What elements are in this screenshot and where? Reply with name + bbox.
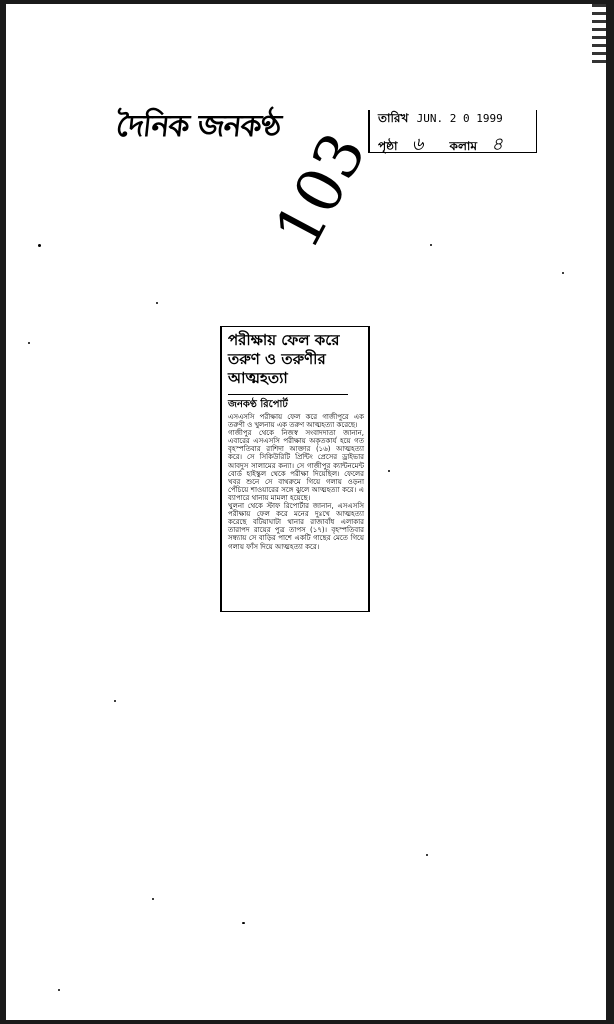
scan-speck [114,700,116,702]
stamp-page-label: পৃষ্ঠা [378,139,398,153]
clipping-body [228,413,364,551]
scan-speck [38,244,41,247]
clipping-headline: পরীক্ষায় ফেল করে তরুণ ও তরুণীর আত্মহত্যা [228,331,340,387]
headline-rule [228,394,348,395]
stamp-column-label: কলাম [449,139,478,153]
scan-edge-mark [592,4,606,64]
stamp-date-row [378,110,503,130]
scan-speck [156,302,158,304]
scan-speck [426,854,428,856]
scan-speck [388,470,390,472]
clipping-paragraph: খুলনা থেকে স্টাফ রিপোর্টার জানান, এসএসসি পরীক্ষায় ফেল করে মনের দুঃখে আত্মহত্যা করেছে বটিয়াঘাটা থানার রাজাবাঁধ এলাকার তারাপদ রায়ের পুত্র তাপস (১৭)। বৃহস্পতিবার সন্ধ্যায় সে বাড়ির পাশে একটি গাছের মেতে গিয়ে গলায় ফাঁস দিয়ে আত্মহত্যা করে। [228,502,364,551]
stamp-page-value: ৬ [411,134,424,155]
newspaper-masthead: দৈনিক জনকণ্ঠ [114,109,283,144]
scan-speck [28,342,30,344]
scan-speck [152,898,154,900]
stamp-column-value: ৪ [491,134,503,155]
scan-speck [430,244,432,246]
handwritten-reference-number: 103 [260,121,381,260]
scan-speck [242,922,245,924]
stamp-date-label: তারিখ [378,111,409,125]
clipping-paragraph: এসএসসি পরীক্ষায় ফেল করে গাজীপুরে এক তরুণী ও খুলনায় এক তরুণ আত্মহত্যা করেছে। [228,413,364,430]
clipping-paragraph: গাজীপুর থেকে নিজস্ব সংবাদদাতা জানান, এবারের এসএসসি পরীক্ষায় অকৃতকার্য হয়ে গত বৃহস্পতিবার রাশিদা আক্তার (১৬) আত্মহত্যা করে। সে সিকিউরিটি প্রিন্টিং প্রেসের ড্রাইভার আবদুস সালামের কন্যা। সে গাজীপুর ক্যান্টনমেন্ট বোর্ড হাইস্কুল থেকে পরীক্ষা দিয়েছিল। ফেলের খবর শুনে সে বাথরুমে গিয়ে গলায় ওড়না পেঁচিয়ে শাওয়ারের সঙ্গে ঝুলে আত্মহত্যা করে। এ ব্যাপারে থানায় মামলা হয়েছে। [228,429,364,502]
scan-speck [58,989,60,991]
stamp-page-row [378,130,503,161]
clipping-byline: জনকণ্ঠ রিপোর্ট [228,399,288,410]
scan-speck [562,272,564,274]
archive-stamp [368,110,537,153]
archive-sheet [6,4,606,1020]
news-clipping [220,326,370,612]
stamp-date-value: JUN. 2 0 1999 [416,112,503,125]
